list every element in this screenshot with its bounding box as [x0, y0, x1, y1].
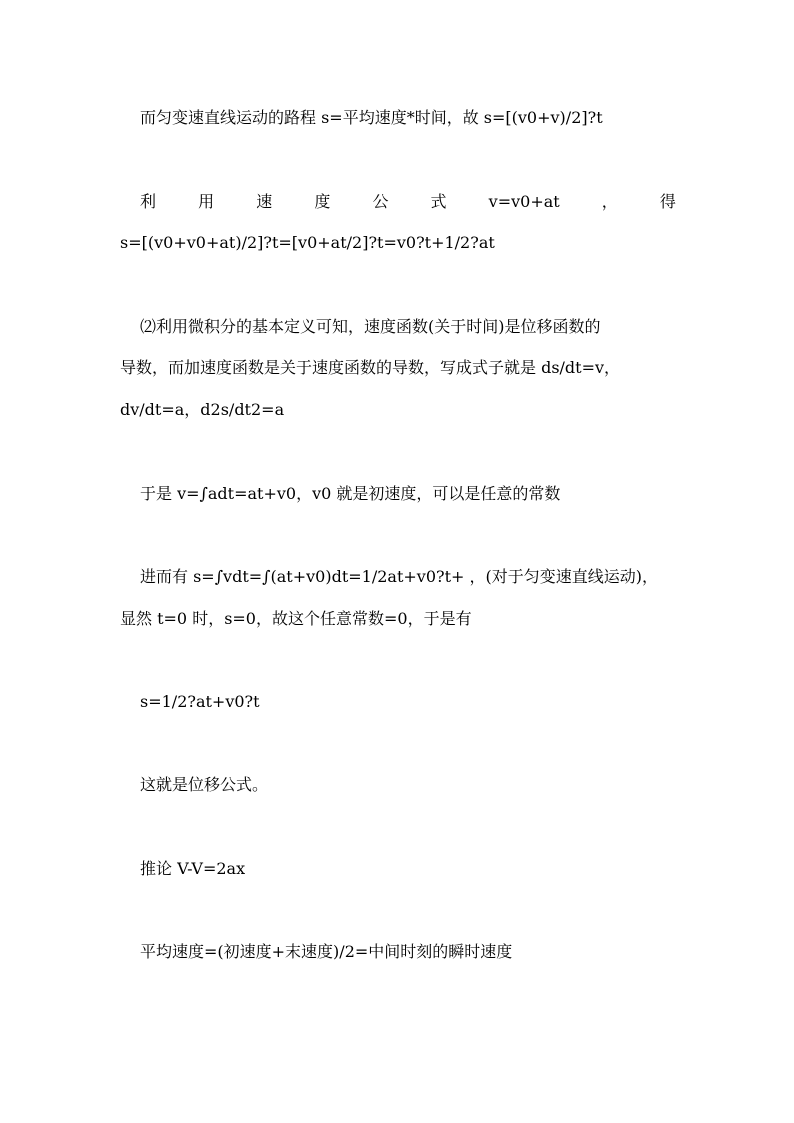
paragraph-velocity-formula-line1	[140, 192, 676, 212]
paragraph-corollary: 推论 V-V=2ax	[140, 859, 246, 878]
word: v=v0+at	[488, 192, 560, 211]
paragraph-average-velocity: 平均速度=(初速度+末速度)/2=中间时刻的瞬时速度	[140, 942, 513, 961]
word: 公	[372, 192, 389, 211]
paragraph-calculus-line2: 导数，而加速度函数是关于速度函数的导数，写成式子就是 ds/dt=v，	[120, 358, 621, 377]
word: 用	[198, 192, 215, 211]
paragraph-displacement-integral-line2: 显然 t=0 时，s=0，故这个任意常数=0，于是有	[120, 609, 472, 628]
paragraph-calculus-line3: dv/dt=a，d2s/dt2=a	[120, 400, 285, 419]
paragraph-calculus-line1: ⑵利用微积分的基本定义可知，速度函数(关于时间)是位移函数的	[140, 317, 601, 336]
paragraph-conclusion: 这就是位移公式。	[140, 775, 269, 794]
paragraph-displacement-result: s=1/2?at+v0?t	[140, 692, 260, 711]
word: 得	[659, 192, 676, 211]
paragraph-velocity-integral: 于是 v=∫adt=at+v0，v0 就是初速度，可以是任意的常数	[140, 484, 561, 503]
paragraph-displacement-integral-line1: 进而有 s=∫vdt=∫(at+v0)dt=1/2at+v0?t+ ，(对于匀变速直线运动)，	[140, 567, 658, 586]
word: 速	[256, 192, 273, 211]
word: 式	[430, 192, 447, 211]
word: 利	[140, 192, 157, 211]
word: ，	[601, 192, 618, 211]
word: 度	[314, 192, 331, 211]
paragraph-distance-formula: 而匀变速直线运动的路程 s=平均速度*时间，故 s=[(v0+v)/2]?t	[140, 108, 603, 127]
paragraph-velocity-formula-line2: s=[(v0+v0+at)/2]?t=[v0+at/2]?t=v0?t+1/2?at	[120, 233, 495, 252]
